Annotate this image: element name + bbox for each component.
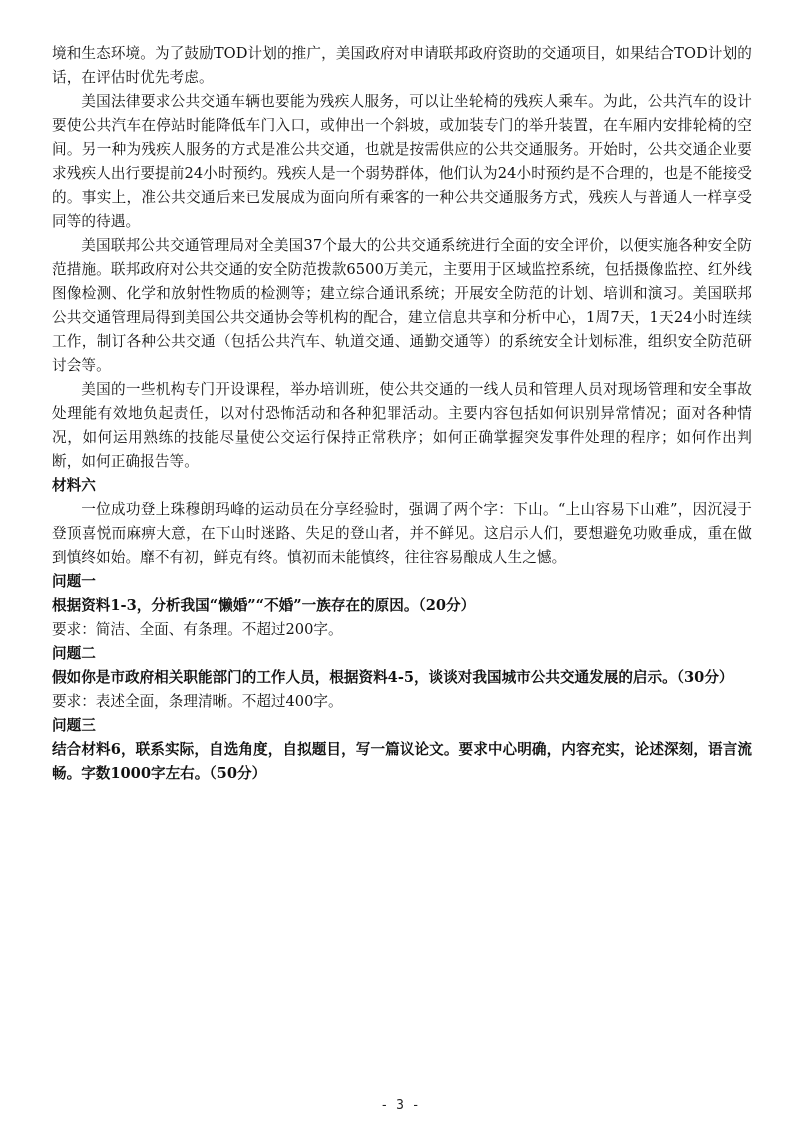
document-page xyxy=(52,42,752,786)
question-one-requirement: 要求：简洁、全面、有条理。不超过200字。 xyxy=(52,621,343,638)
question-two-requirement: 要求：表述全面，条理清晰。不超过400字。 xyxy=(52,693,343,710)
question-two-heading: 问题二 xyxy=(52,645,96,662)
question-three-text: 结合材料6，联系实际，自选角度，自拟题目，写一篇议论文。要求中心明确，内容充实，论述深刻，语言流畅。字数1000字左右。（50分） xyxy=(52,741,752,782)
paragraph-disabled-service: 美国法律要求公共交通车辆也要能为残疾人服务，可以让坐轮椅的残疾人乘车。为此，公共汽车的设计要使公共汽车在停站时能降低车门入口，或伸出一个斜坡，或加装专门的举升装置，在车厢内安排轮椅的空间。另一种为残疾人服务的方式是准公共交通，也就是按需供应的公共交通服务。开始时，公共交通企业要求残疾人出行要提前24小时预约。残疾人是一个弱势群体，他们认为24小时预约是不合理的，也是不能接受的。事实上，准公共交通后来已发展成为面向所有乘客的一种公共交通服务方式，残疾人与普通人一样享受同等的待遇。 xyxy=(52,93,752,230)
paragraph-tod-ending: 境和生态环境。为了鼓励TOD计划的推广，美国政府对申请联邦政府资助的交通项目，如果结合TOD计划的话，在评估时优先考虑。 xyxy=(52,45,752,86)
page-number: - 3 - xyxy=(380,1098,420,1113)
question-two-text: 假如你是市政府相关职能部门的工作人员，根据资料4-5，谈谈对我国城市公共交通发展的启示。（30分） xyxy=(52,669,734,686)
paragraph-safety-evaluation: 美国联邦公共交通管理局对全美国37个最大的公共交通系统进行全面的安全评价，以便实施各种安全防范措施。联邦政府对公共交通的安全防范拨款6500万美元，主要用于区域监控系统，包括摄像监控、红外线图像检测、化学和放射性物质的检测等；建立综合通讯系统；开展安全防范的计划、培训和演习。美国联邦公共交通管理局得到美国公共交通协会等机构的配合，建立信息共享和分析中心，1周7天，1天24小时连续工作，制订各种公共交通（包括公共汽车、轨道交通、通勤交通等）的系统安全计划标准，组织安全防范研讨会等。 xyxy=(52,237,752,374)
material-six-heading: 材料六 xyxy=(52,477,96,494)
paragraph-material-six: 一位成功登上珠穆朗玛峰的运动员在分享经验时，强调了两个字：下山。“上山容易下山难”，因沉浸于登顶喜悦而麻痹大意，在下山时迷路、失足的登山者，并不鲜见。这启示人们，要想避免功败垂成，重在做到慎终如始。靡不有初，鲜克有终。慎初而未能慎终，往往容易酿成人生之憾。 xyxy=(52,501,752,566)
question-one-heading: 问题一 xyxy=(52,573,96,590)
paragraph-staff-training: 美国的一些机构专门开设课程，举办培训班，使公共交通的一线人员和管理人员对现场管理和安全事故处理能有效地负起责任，以对付恐怖活动和各种犯罪活动。主要内容包括如何识别异常情况；面对各种情况，如何运用熟练的技能尽量使公交运行保持正常秩序；如何正确掌握突发事件处理的程序；如何作出判断，如何正确报告等。 xyxy=(52,381,752,470)
question-three-heading: 问题三 xyxy=(52,717,96,734)
question-one-text: 根据资料1-3，分析我国“懒婚”“不婚”一族存在的原因。（20分） xyxy=(52,597,476,614)
